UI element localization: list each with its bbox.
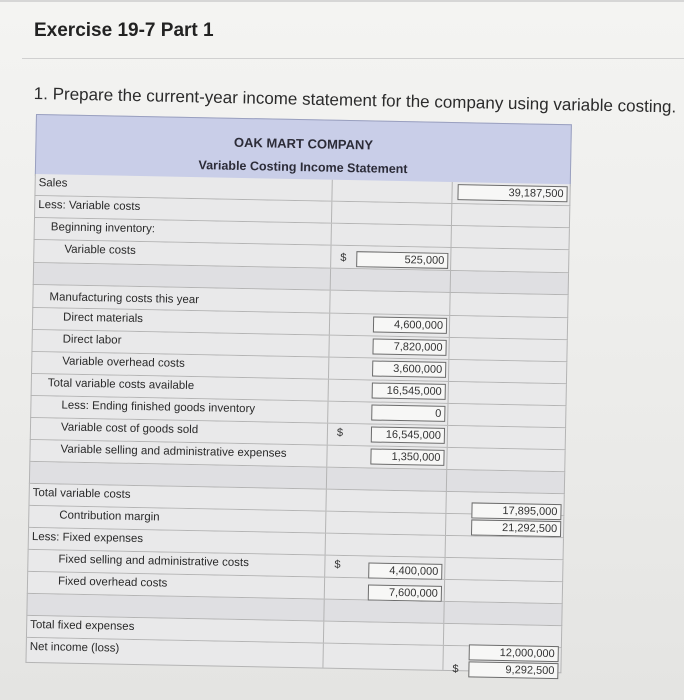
variable-overhead-field[interactable] — [372, 361, 446, 378]
title-divider — [22, 58, 684, 59]
beginning-variable-costs-field[interactable] — [356, 251, 448, 269]
instruction-text: 1. Prepare the current-year income statement for the company using variable costing. — [33, 84, 677, 117]
row-label: Direct materials — [62, 311, 144, 326]
contribution-margin-field[interactable] — [471, 519, 561, 537]
currency-symbol: $ — [334, 558, 341, 571]
total-variable-costs-field[interactable] — [471, 502, 561, 520]
row-label: Variable cost of goods sold — [60, 421, 199, 437]
net-income-field[interactable] — [468, 661, 558, 679]
income-statement-table — [25, 114, 572, 684]
row-label: Less: Fixed expenses — [31, 530, 144, 546]
row-label: Beginning inventory: — [50, 221, 156, 236]
currency-symbol: $ — [336, 426, 344, 439]
row-label: Variable costs — [64, 243, 136, 257]
row-label: Contribution margin — [59, 509, 160, 524]
row-label: Less: Ending finished goods inventory — [61, 399, 256, 416]
fixed-overhead-field[interactable] — [368, 584, 442, 601]
row-label: Total variable costs — [32, 487, 131, 501]
row-label: Variable overhead costs — [62, 355, 185, 370]
row-label: Total fixed expenses — [30, 618, 135, 633]
variable-sga-field[interactable] — [370, 448, 444, 465]
currency-symbol: $ — [340, 251, 347, 264]
sales-amount-field[interactable] — [457, 184, 567, 202]
row-label: Variable selling and administrative expenses — [60, 443, 287, 460]
row-label: Sales — [38, 177, 68, 190]
row-label: Fixed overhead costs — [57, 575, 168, 590]
direct-materials-field[interactable] — [373, 317, 447, 334]
fixed-sga-field[interactable] — [368, 562, 442, 579]
row-label: Direct labor — [62, 333, 122, 347]
direct-labor-field[interactable] — [372, 339, 446, 356]
variable-cogs-field[interactable] — [371, 426, 445, 443]
currency-symbol: $ — [452, 663, 459, 676]
row-label: Net income (loss) — [29, 640, 120, 655]
page-title: Exercise 19-7 Part 1 — [34, 20, 214, 41]
row-label: Less: Variable costs — [38, 199, 141, 214]
company-name: OAK MART COMPANY — [233, 134, 374, 153]
total-variable-available-field[interactable] — [372, 382, 446, 399]
row-label: Fixed selling and administrative costs — [58, 553, 250, 570]
top-rule — [0, 0, 684, 2]
row-label: Manufacturing costs this year — [49, 291, 200, 307]
total-fixed-expenses-field[interactable] — [469, 644, 559, 662]
row-label: Total variable costs available — [47, 377, 195, 393]
ending-inventory-field[interactable] — [371, 404, 445, 421]
statement-title: Variable Costing Income Statement — [198, 158, 408, 177]
